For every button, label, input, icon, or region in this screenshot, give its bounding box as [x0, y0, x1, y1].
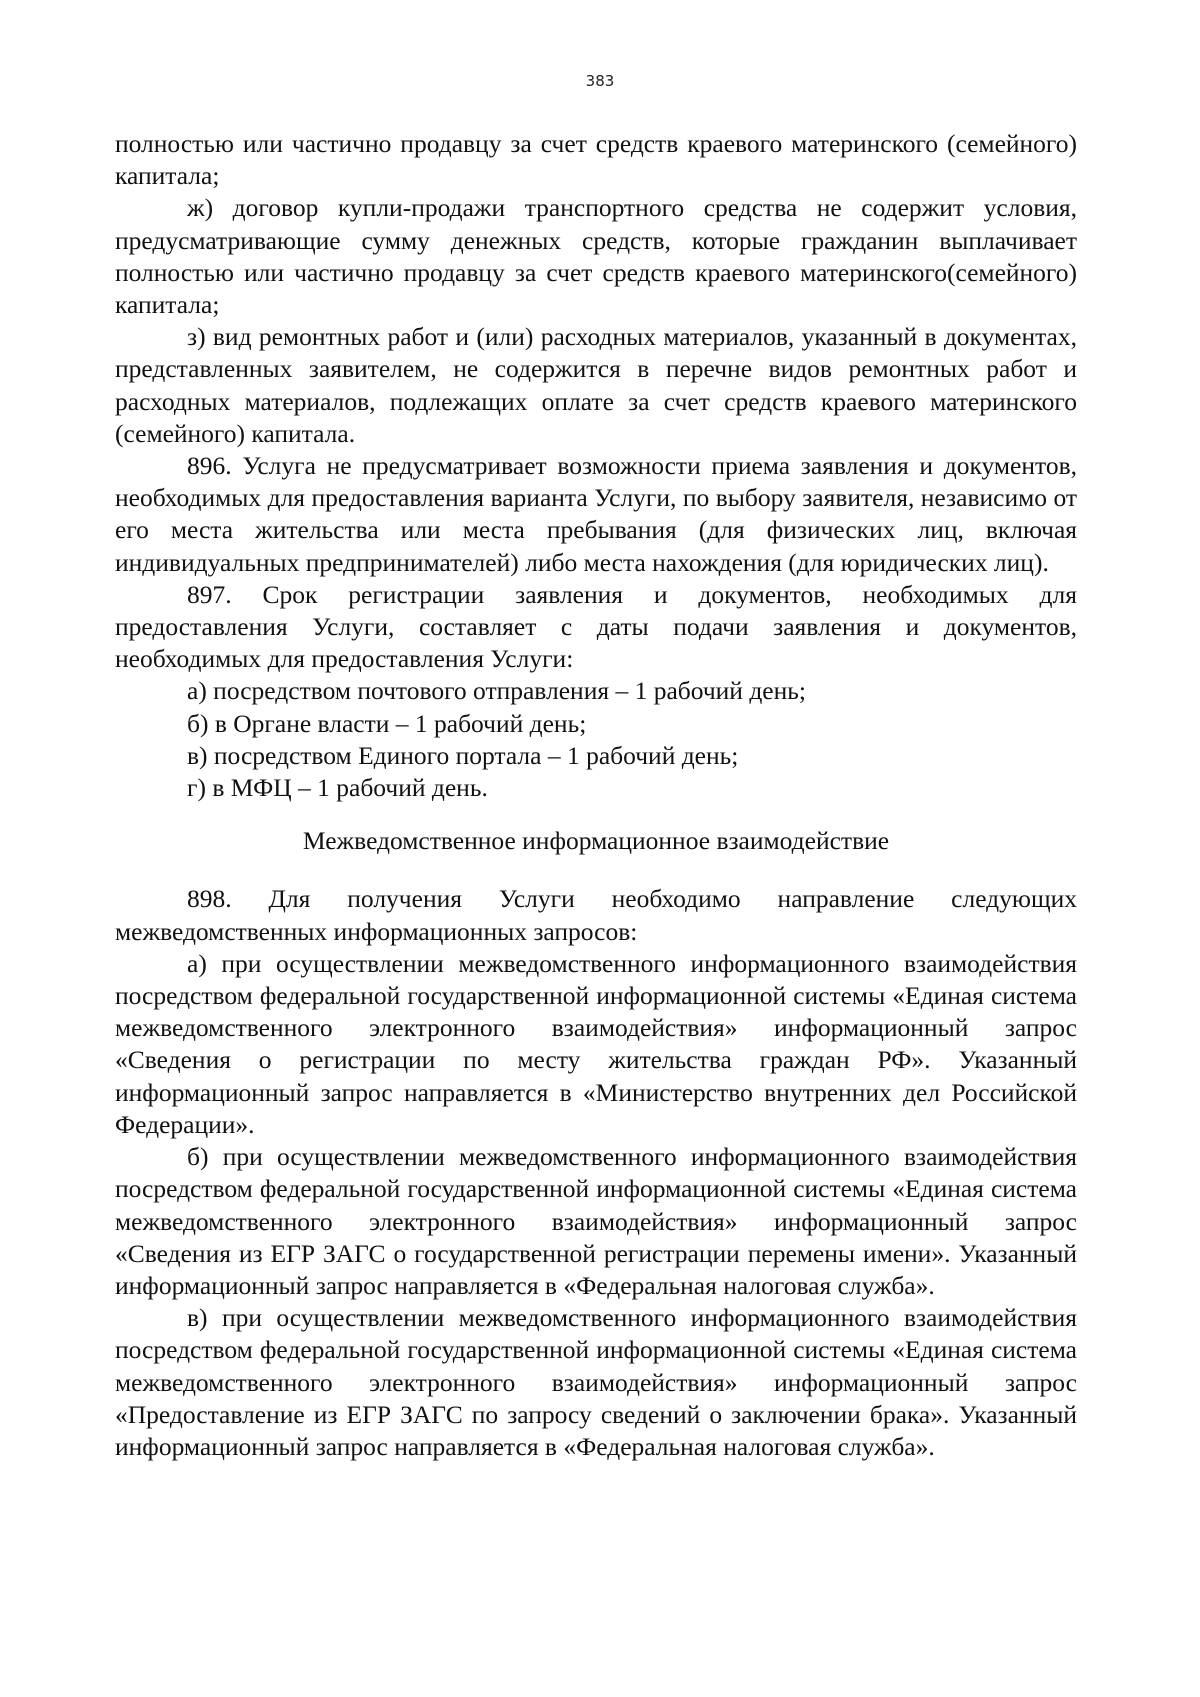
document-body: [115, 128, 1077, 1463]
paragraph-continuation: полностью или частично продавцу за счет средств краевого материнского (семейного) капитала;: [115, 129, 1077, 191]
paragraph-898: 898. Для получения Услуги необходимо направление следующих межведомственных информационных запросов:: [115, 884, 1077, 946]
section-heading: Межведомственное информационное взаимодействие: [302, 826, 890, 856]
paragraph-item-z: з) вид ремонтных работ и (или) расходных материалов, указанный в документах, представленных заявителем, не содержится в перечне видов ремонтных работ и расходных материалов, подлежащих оплате за счет средств краевого материнского (семейного) капитала.: [115, 322, 1077, 448]
paragraph-898-a: а) при осуществлении межведомственного информационного взаимодействия посредством федеральной государственной информационной системы «Единая система межведомственного электронного взаимодействия» информационный запрос «Сведения о регистрации по месту жительства граждан РФ». Указанный информационный запрос направляется в «Министерство внутренних дел Российской Федерации».: [115, 948, 1077, 1139]
page-number: 383: [585, 72, 615, 90]
paragraph-896: 896. Услуга не предусматривает возможности приема заявления и документов, необходимых для предоставления варианта Услуги, по выбору заявителя, независимо от его места жительства или места пребывания (для физических лиц, включая индивидуальных предпринимателей) либо места нахождения (для юридических лиц).: [115, 451, 1077, 577]
list-item-897-g: г) в МФЦ – 1 рабочий день.: [187, 773, 488, 803]
list-item-897-v: в) посредством Единого портала – 1 рабочий день;: [187, 740, 739, 770]
paragraph-item-zh: ж) договор купли-продажи транспортного средства не содержит условия, предусматривающие сумму денежных средств, которые гражданин выплачивает полностью или частично продавцу за счет средств краевого материнского(семейного) капитала;: [115, 193, 1077, 320]
paragraph-898-v: в) при осуществлении межведомственного информационного взаимодействия посредством федеральной государственной информационной системы «Единая система межведомственного электронного взаимодействия» информационный запрос «Предоставление из ЕГР ЗАГС по запросу сведений о заключении брака». Указанный информационный запрос направляется в «Федеральная налоговая служба».: [115, 1303, 1077, 1461]
paragraph-898-b: б) при осуществлении межведомственного информационного взаимодействия посредством федеральной государственной информационной системы «Единая система межведомственного электронного взаимодействия» информационный запрос «Сведения из ЕГР ЗАГС о государственной регистрации перемены имени». Указанный информационный запрос направляется в «Федеральная налоговая служба».: [115, 1142, 1077, 1300]
paragraph-897: 897. Срок регистрации заявления и документов, необходимых для предоставления Услуги, составляет с даты подачи заявления и документов, необходимых для предоставления Услуги:: [115, 579, 1077, 674]
list-item-897-b: б) в Органе власти – 1 рабочий день;: [187, 708, 587, 738]
list-item-897-a: а) посредством почтового отправления – 1 рабочий день;: [187, 676, 806, 706]
